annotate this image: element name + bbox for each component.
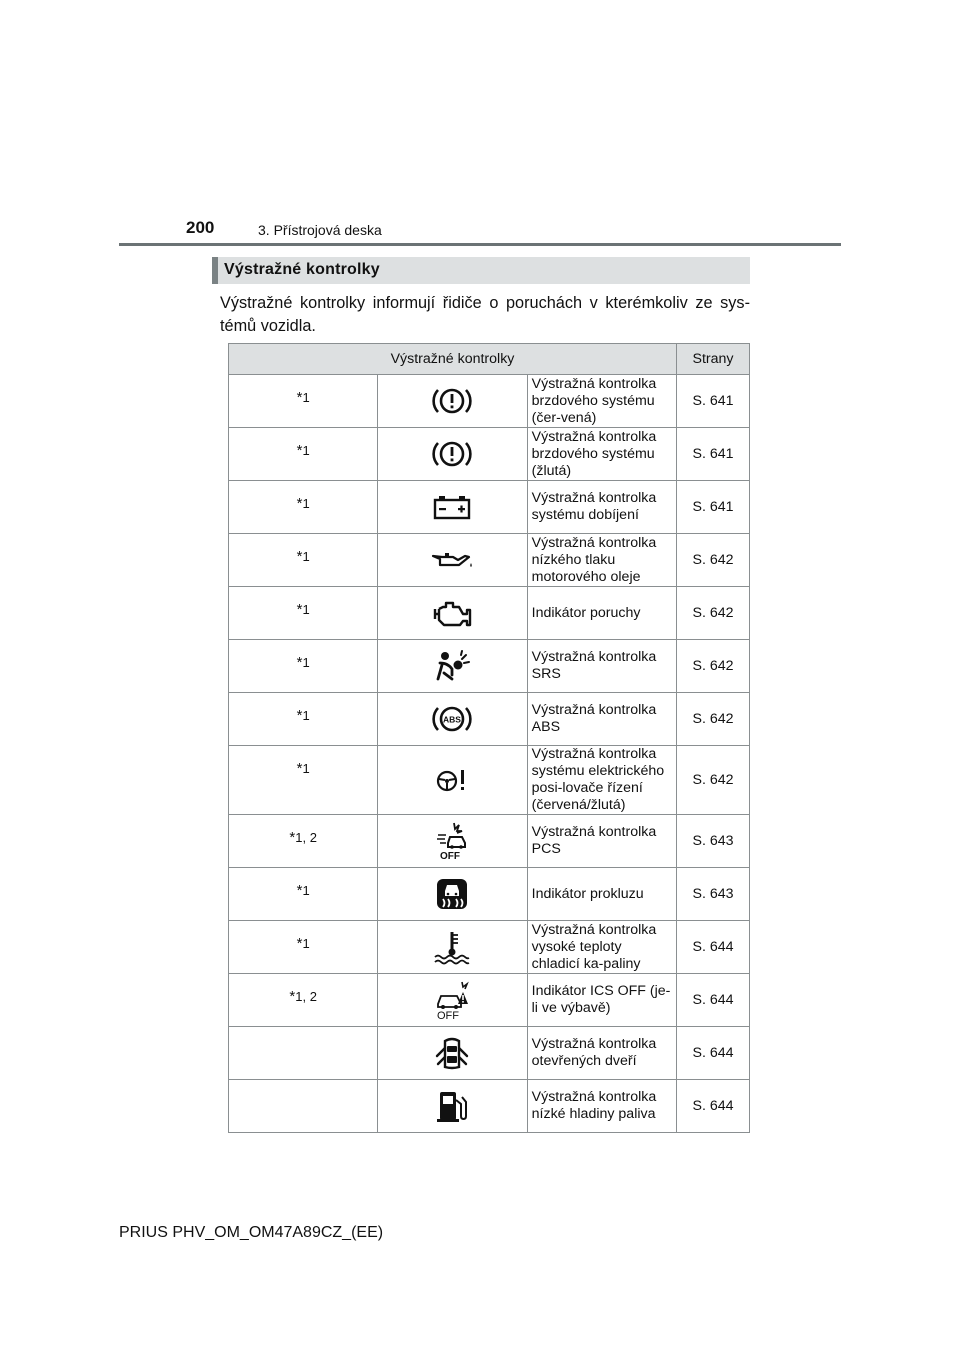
footnote-marker bbox=[229, 1080, 378, 1133]
table-row bbox=[229, 375, 750, 428]
section-heading bbox=[212, 257, 750, 284]
table-row bbox=[229, 428, 750, 481]
table-row bbox=[229, 693, 750, 746]
warning-description: Výstražná kontrolka vysoké teploty chladicí ka-paliny bbox=[527, 921, 676, 974]
engine-icon bbox=[378, 587, 527, 640]
footnote-number: 1, 2 bbox=[295, 989, 317, 1004]
page-reference: S. 642 bbox=[677, 746, 750, 815]
warning-description: Indikátor poruchy bbox=[527, 587, 676, 640]
warning-description: Výstražná kontrolka systému elektrického posi-lovače řízení (červená/žlutá) bbox=[527, 746, 676, 815]
warning-description: Výstražná kontrolka nízké hladiny paliva bbox=[527, 1080, 676, 1133]
svg-text:ABS: ABS bbox=[443, 714, 462, 725]
intro-paragraph: Výstražné kontrolky informují řidiče o poruchách v kterémkoliv ze sys-témů vozidla. bbox=[220, 294, 750, 335]
section-title: Výstražné kontrolky bbox=[224, 261, 380, 278]
footnote-marker bbox=[229, 921, 378, 974]
page-reference: S. 641 bbox=[677, 375, 750, 428]
warning-description: Výstražná kontrolka brzdového systému (čer-vená) bbox=[527, 375, 676, 428]
page-reference: S. 641 bbox=[677, 481, 750, 534]
page-reference: S. 644 bbox=[677, 1080, 750, 1133]
column-header-pages: Strany bbox=[677, 344, 750, 375]
footnote-star: * bbox=[296, 935, 303, 952]
footnote-marker bbox=[229, 375, 378, 428]
footnote-star: * bbox=[296, 882, 303, 899]
page-reference: S. 641 bbox=[677, 428, 750, 481]
page-reference: S. 642 bbox=[677, 534, 750, 587]
page-reference: S. 642 bbox=[677, 587, 750, 640]
abs-icon bbox=[378, 693, 527, 746]
header-divider bbox=[119, 243, 841, 246]
footnote-number: 1 bbox=[302, 443, 310, 458]
footnote-star: * bbox=[296, 707, 303, 724]
chapter-title: 3. Přístrojová deska bbox=[258, 222, 382, 238]
footnote-number: 1 bbox=[302, 602, 310, 617]
table-row bbox=[229, 534, 750, 587]
footnote-marker bbox=[229, 1027, 378, 1080]
footnote-marker bbox=[229, 746, 378, 815]
table-row bbox=[229, 481, 750, 534]
brake-exclamation-icon bbox=[378, 375, 527, 428]
section-accent bbox=[212, 257, 218, 284]
footnote-number: 1 bbox=[302, 708, 310, 723]
footnote-star: * bbox=[296, 601, 303, 618]
footnote-number: 1 bbox=[302, 496, 310, 511]
footnote-star: * bbox=[296, 548, 303, 565]
footnote-star: * bbox=[296, 495, 303, 512]
coolant-temp-icon bbox=[378, 921, 527, 974]
table-row bbox=[229, 974, 750, 1027]
table-row bbox=[229, 815, 750, 868]
footnote-star: * bbox=[296, 442, 303, 459]
warning-description: Indikátor ICS OFF (je-li ve výbavě) bbox=[527, 974, 676, 1027]
airbag-icon bbox=[378, 640, 527, 693]
footnote-star: * bbox=[296, 760, 303, 777]
warning-description: Výstražná kontrolka systému dobíjení bbox=[527, 481, 676, 534]
footnote-marker bbox=[229, 815, 378, 868]
slip-icon bbox=[378, 868, 527, 921]
warning-description: Výstražná kontrolka otevřených dveří bbox=[527, 1027, 676, 1080]
page-reference: S. 642 bbox=[677, 640, 750, 693]
ics-off-label: OFF bbox=[437, 1010, 460, 1020]
warning-description: Indikátor prokluzu bbox=[527, 868, 676, 921]
warning-lights-table bbox=[228, 343, 750, 1133]
footnote-marker bbox=[229, 587, 378, 640]
footnote-number: 1 bbox=[302, 761, 310, 776]
footnote-marker bbox=[229, 428, 378, 481]
page-reference: S. 644 bbox=[677, 974, 750, 1027]
warning-description: Výstražná kontrolka brzdového systému (žlutá) bbox=[527, 428, 676, 481]
warning-description: Výstražná kontrolka nízkého tlaku motorového oleje bbox=[527, 534, 676, 587]
oil-can-icon bbox=[378, 534, 527, 587]
footnote-star: * bbox=[296, 389, 303, 406]
pcs-off-icon bbox=[378, 815, 527, 868]
footnote-number: 1 bbox=[302, 883, 310, 898]
footnote-marker bbox=[229, 693, 378, 746]
battery-icon bbox=[378, 481, 527, 534]
table-row bbox=[229, 868, 750, 921]
footnote-marker bbox=[229, 974, 378, 1027]
footnote-number: 1, 2 bbox=[295, 830, 317, 845]
footnote-star: * bbox=[296, 654, 303, 671]
fuel-icon bbox=[378, 1080, 527, 1133]
footnote-number: 1 bbox=[302, 390, 310, 405]
pcs-off-label: OFF bbox=[440, 851, 461, 861]
warning-description: Výstražná kontrolka SRS bbox=[527, 640, 676, 693]
warning-description: Výstražná kontrolka ABS bbox=[527, 693, 676, 746]
page-reference: S. 643 bbox=[677, 815, 750, 868]
table-row bbox=[229, 1080, 750, 1133]
footnote-star: * bbox=[289, 829, 296, 846]
footnote-number: 1 bbox=[302, 936, 310, 951]
steering-warning-icon bbox=[378, 746, 527, 815]
table-row bbox=[229, 921, 750, 974]
table-row bbox=[229, 587, 750, 640]
footnote-number: 1 bbox=[302, 655, 310, 670]
door-open-icon bbox=[378, 1027, 527, 1080]
page-reference: S. 643 bbox=[677, 868, 750, 921]
footnote-marker bbox=[229, 481, 378, 534]
table-row bbox=[229, 746, 750, 815]
brake-exclamation-icon bbox=[378, 428, 527, 481]
table-row bbox=[229, 1027, 750, 1080]
table-row bbox=[229, 640, 750, 693]
ics-off-icon bbox=[378, 974, 527, 1027]
footnote-number: 1 bbox=[302, 549, 310, 564]
page-reference: S. 644 bbox=[677, 1027, 750, 1080]
table-header-row bbox=[229, 344, 750, 375]
footnote-marker bbox=[229, 534, 378, 587]
footnote-marker bbox=[229, 640, 378, 693]
column-header-lights: Výstražné kontrolky bbox=[229, 344, 677, 375]
footer-model-code: PRIUS PHV_OM_OM47A89CZ_(EE) bbox=[119, 1224, 384, 1241]
page-reference: S. 642 bbox=[677, 693, 750, 746]
page-reference: S. 644 bbox=[677, 921, 750, 974]
footnote-star: * bbox=[289, 988, 296, 1005]
warning-description: Výstražná kontrolka PCS bbox=[527, 815, 676, 868]
page-number: 200 bbox=[186, 218, 215, 237]
footnote-marker bbox=[229, 868, 378, 921]
